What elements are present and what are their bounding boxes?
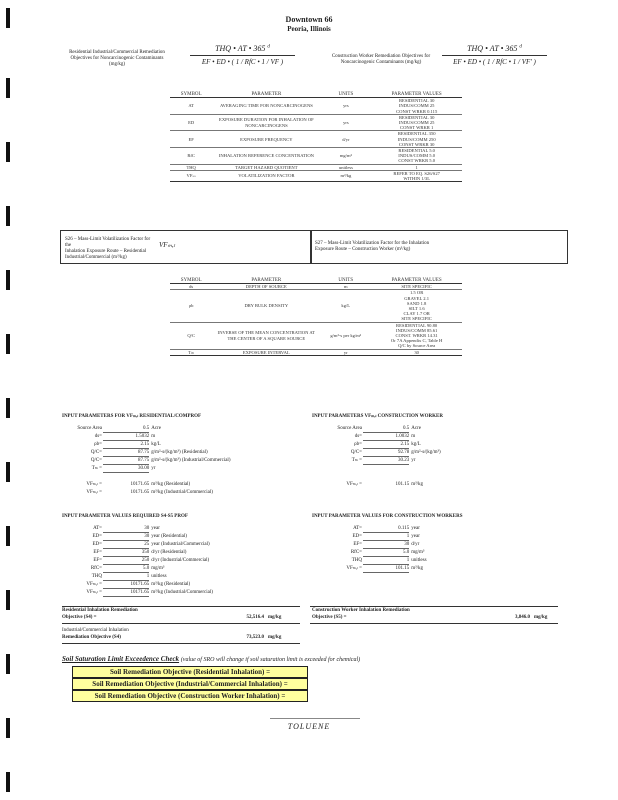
- residential-formula: THQ • AT • 365 $^d$ EF • ED • ( 1 / RfC • 1 / VF ): [190, 44, 295, 66]
- ind-result-label: Remediation Objective (S4): [62, 635, 121, 640]
- binder-mark: [6, 206, 10, 226]
- table-row: Tₘ EXPOSURE INTERVAL yr 30: [170, 349, 462, 355]
- binder-mark: [6, 526, 10, 546]
- table-row: EF EXPOSURE FREQUENCY d/yr RESIDENTIAL 350 INDUS/COMM 250 CONST WRKR 30: [170, 131, 462, 148]
- page-title: Downtown 66: [285, 15, 333, 24]
- con-result-title: Construction Worker Inhalation Remediation: [312, 608, 410, 613]
- vf-symbol: VFₘ,ₗ: [159, 241, 175, 249]
- binder-mark: [6, 142, 10, 162]
- section-title-input-s5: INPUT PARAMETER VALUES FOR CONSTRUCTION WORKERS: [312, 514, 463, 519]
- con-result-label: Objective (S5) =: [312, 615, 347, 620]
- equation-box-s27: S27 – Mass-Limit Volatilization Factor for the Inhalation Exposure Route – Construction Worker (m³/kg): [310, 230, 568, 264]
- parameter-table-2: SYMBOL PARAMETER UNITS PARAMETER VALUES ds DEPTH OF SOURCE m SITE SPECIFIC ρb DRY BULK DENSITY kg/L 1.5 OR GRAVEL 2.1 SAND 1.8 SILT 1.6 CLAY 1.7 OR SITE SPECIFIC Q/C INVERSE OF THE MEAN CONCENTRATION AT THE CENTER OF A SQUARE SOURCE g/m²-s per kg/m³ RESIDENTIAL 90.80 INDUS/COMM 85.61 CONST. WRKR 14.31 Or 7A Appendix C, Table H Q/C by Source Area Tₘ EXPOSURE INTERVAL yr 30: [170, 278, 462, 356]
- table-row: RfC INHALATION REFERENCE CONCENTRATION mg/m³ RESIDENTIAL 5.0 INDUS/COMM 5.0 CONST WRKR 5.0: [170, 148, 462, 165]
- res-result-value: 52,516.4: [246, 615, 264, 620]
- binder-mark: [6, 78, 10, 98]
- equation-box-s26: S26 – Mass-Limit Volatilization Factor for the Inhalation Exposure Route – Residential Industrial/Commercial (m³/kg) VFₘ,ₗ: [60, 230, 312, 264]
- parameter-table-1: SYMBOL PARAMETER UNITS PARAMETER VALUES AT AVERAGING TIME FOR NONCARCINOGENS yrs RESIDENTIAL 30 INDUS/COMM 25 CONST WRKR 0.115 ED EXPOSURE DURATION FOR INHALATION OF NONCARCINOGENS yrs RESIDENTIAL 30 INDUS/COMM 25 CONST WRKR 1 EF EXPOSURE FREQUENCY d/yr RESIDENTIAL 350 INDUS/COMM 250 CONST WRKR 30 RfC INHALATION REFERENCE CONCENTRATION mg/m³ RESIDENTIAL 5.0 INDUS/COMM 5.0 CONST WRKR 5.0 THQ TARGET HAZARD QUOTIENT unitless 1 VFₛₛ VOLATILIZATION FACTOR m³/kg REFER TO EQ. S26/S27 WITHIN 1/3L: [170, 92, 462, 182]
- res-result-label: Objective (S4) =: [62, 615, 97, 620]
- table-row: ED EXPOSURE DURATION FOR INHALATION OF NONCARCINOGENS yrs RESIDENTIAL 30 INDUS/COMM 25 CONST WRKR 1: [170, 114, 462, 131]
- table-row: ρb DRY BULK DENSITY kg/L 1.5 OR GRAVEL 2.1 SAND 1.8 SILT 1.6 CLAY 1.7 OR SITE SPECIFIC: [170, 290, 462, 322]
- page-subtitle: Peoria, Illinois: [287, 25, 331, 33]
- construction-formula-description: Construction Worker Remediation Objectives for Noncarcinogenic Contaminants (mg/kg): [331, 54, 431, 65]
- section-title-input-res: INPUT PARAMETERS FOR VFₘ,ₗ RESIDENTIAL/COMPROF: [62, 414, 202, 419]
- binder-mark: [6, 654, 10, 674]
- table-row: ds DEPTH OF SOURCE m SITE SPECIFIC: [170, 284, 462, 290]
- table-row: Q/C INVERSE OF THE MEAN CONCENTRATION AT THE CENTER OF A SQUARE SOURCE g/m²-s per kg/m³ RESIDENTIAL 90.80 INDUS/COMM 85.61 CONST. WRKR 14.31 Or 7A Appendix C, Table H Q/C by Source Area: [170, 322, 462, 349]
- binder-mark: [6, 334, 10, 354]
- ind-result-unit: mg/kg: [268, 635, 282, 640]
- binder-mark: [6, 772, 10, 792]
- table-row: AT AVERAGING TIME FOR NONCARCINOGENS yrs RESIDENTIAL 30 INDUS/COMM 25 CONST WRKR 0.115: [170, 98, 462, 115]
- binder-mark: [6, 270, 10, 290]
- con-result-unit: mg/kg: [534, 615, 548, 620]
- binder-mark: [6, 398, 10, 418]
- table-row: THQ TARGET HAZARD QUOTIENT unitless 1: [170, 164, 462, 170]
- binder-mark: [6, 462, 10, 482]
- residential-formula-description: Residential Industrial/Commercial Remediation Objectives for Noncarcinogenic Contaminants (mg/kg): [69, 50, 165, 67]
- section-title-input-s4: INPUT PARAMETER VALUES REQUIRED S4-S5 PROF: [62, 514, 188, 519]
- ind-result-title: Industrial/Commercial Inhalation: [62, 628, 129, 633]
- objective-residential: Soil Remediation Objective (Residential Inhalation) =: [72, 666, 308, 678]
- con-result-value: 3,846.0: [515, 615, 530, 620]
- section-title-input-const: INPUT PARAMETERS VFₘ,ₗ CONSTRUCTION WORKER: [312, 414, 443, 419]
- ind-result-value: 73,523.0: [246, 635, 264, 640]
- saturation-check: Soil Saturation Limit Exceedence Check (value of SRO will change if soil saturation limit is exceeded for chemical): [62, 655, 361, 663]
- res-result-unit: mg/kg: [268, 615, 282, 620]
- table-row: VFₛₛ VOLATILIZATION FACTOR m³/kg REFER TO EQ. S26/S27 WITHIN 1/3L: [170, 170, 462, 181]
- objective-industrial: Soil Remediation Objective (Industrial/Commercial Inhalation) =: [72, 678, 308, 690]
- binder-mark: [6, 590, 10, 610]
- objective-construction: Soil Remediation Objective (Construction Worker Inhalation) =: [72, 690, 308, 702]
- chemical-name: TOLUENE: [287, 722, 331, 731]
- res-result-title: Residential Inhalation Remediation: [62, 608, 138, 613]
- construction-formula: THQ • AT • 365 $^d$ EF • ED • ( 1 / RfC • 1 / VF' ): [442, 44, 547, 66]
